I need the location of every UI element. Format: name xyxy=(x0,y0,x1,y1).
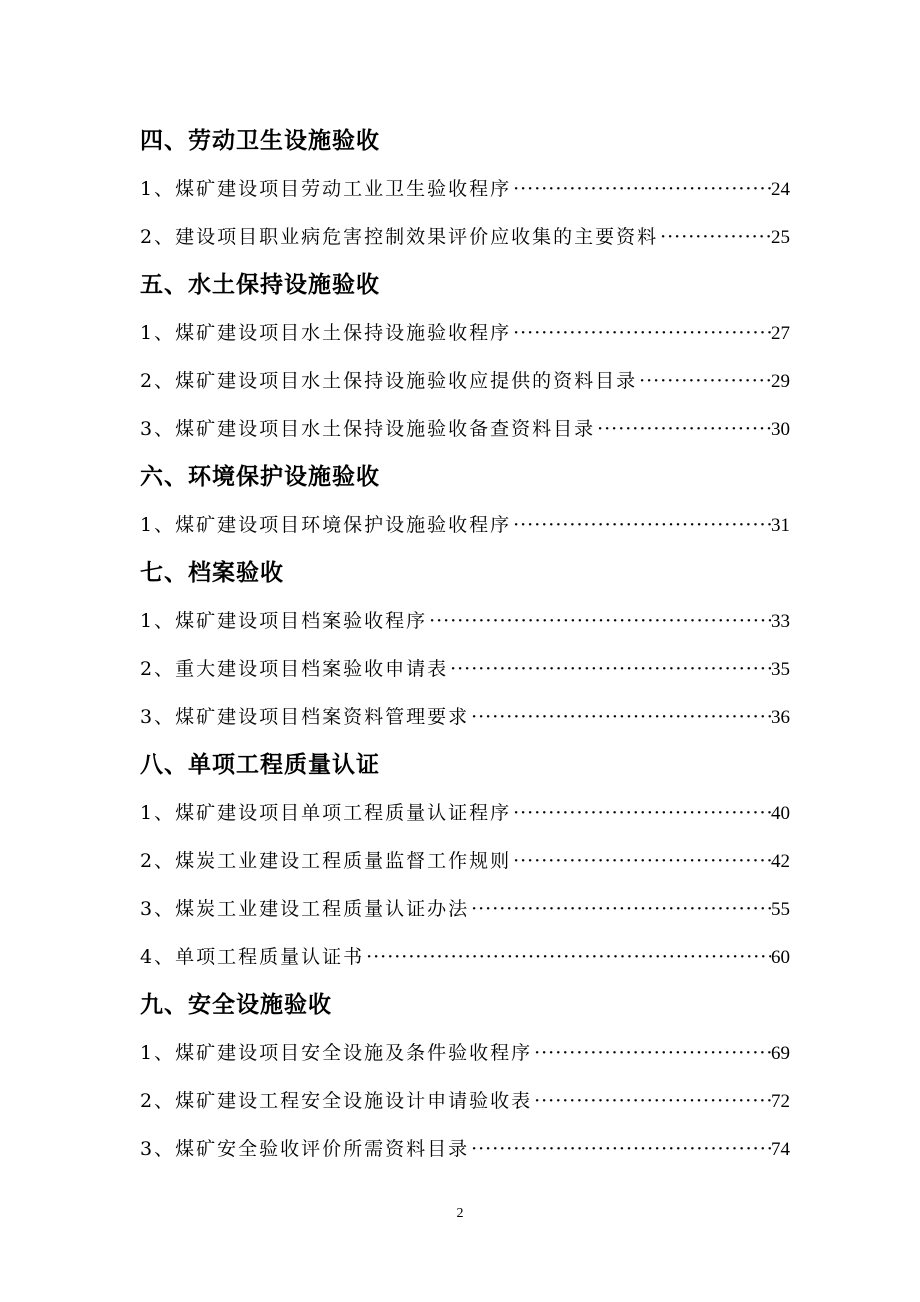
toc-entry[interactable] xyxy=(140,1077,790,1125)
section-heading: 七、档案验收 xyxy=(140,560,284,586)
toc-entry-page: 40 xyxy=(771,803,790,824)
toc-entry-title: 3、煤矿建设项目档案资料管理要求 xyxy=(140,706,470,728)
dot-leader xyxy=(595,405,771,453)
toc-entry-page: 72 xyxy=(771,1091,790,1112)
toc-entry-title: 1、煤矿建设项目档案验收程序 xyxy=(140,610,428,632)
toc-entry-title: 1、煤矿建设项目环境保护设施验收程序 xyxy=(140,514,512,536)
dot-leader xyxy=(427,597,771,645)
toc-entry-title: 2、煤矿建设工程安全设施设计申请验收表 xyxy=(140,1090,533,1112)
dot-leader xyxy=(511,837,771,885)
toc-entry[interactable] xyxy=(140,1029,790,1077)
toc-entry-page: 69 xyxy=(771,1043,790,1064)
dot-leader xyxy=(511,165,771,213)
toc-entry[interactable] xyxy=(140,501,790,549)
dot-leader xyxy=(511,309,771,357)
toc-entry-page: 24 xyxy=(771,179,790,200)
section-heading: 六、环境保护设施验收 xyxy=(140,464,380,490)
toc-entry[interactable] xyxy=(140,693,790,741)
toc-entry[interactable] xyxy=(140,405,790,453)
toc-entry-title: 4、单项工程质量认证书 xyxy=(140,946,365,968)
section-heading: 八、单项工程质量认证 xyxy=(140,752,380,778)
dot-leader xyxy=(364,933,771,981)
dot-leader xyxy=(658,213,771,261)
dot-leader xyxy=(448,645,771,693)
toc-entry-title: 3、煤矿安全验收评价所需资料目录 xyxy=(140,1138,470,1160)
toc-entry-page: 25 xyxy=(771,227,790,248)
page-number: 2 xyxy=(456,1206,464,1221)
toc-entry-title: 2、煤矿建设项目水土保持设施验收应提供的资料目录 xyxy=(140,370,638,392)
toc-entry-page: 35 xyxy=(771,659,790,680)
dot-leader xyxy=(532,1077,771,1125)
toc-entry-page: 42 xyxy=(771,851,790,872)
toc-entry-page: 29 xyxy=(771,371,790,392)
dot-leader xyxy=(511,501,771,549)
toc-entry[interactable] xyxy=(140,165,790,213)
dot-leader xyxy=(469,885,771,933)
toc-entry-page: 55 xyxy=(771,899,790,920)
table-of-contents xyxy=(140,117,790,1173)
toc-entry-page: 27 xyxy=(771,323,790,344)
toc-entry-title: 3、煤炭工业建设工程质量认证办法 xyxy=(140,898,470,920)
dot-leader xyxy=(637,357,771,405)
toc-entry-title: 2、建设项目职业病危害控制效果评价应收集的主要资料 xyxy=(140,226,659,248)
dot-leader xyxy=(469,1125,771,1173)
toc-entry[interactable] xyxy=(140,933,790,981)
toc-entry-page: 36 xyxy=(771,707,790,728)
toc-entry[interactable] xyxy=(140,213,790,261)
toc-entry-page: 60 xyxy=(771,947,790,968)
toc-entry-page: 30 xyxy=(771,419,790,440)
toc-entry-page: 33 xyxy=(771,611,790,632)
dot-leader xyxy=(511,789,771,837)
toc-entry-title: 1、煤矿建设项目水土保持设施验收程序 xyxy=(140,322,512,344)
dot-leader xyxy=(532,1029,771,1077)
toc-entry-title: 1、煤矿建设项目单项工程质量认证程序 xyxy=(140,802,512,824)
toc-entry[interactable] xyxy=(140,789,790,837)
toc-entry[interactable] xyxy=(140,837,790,885)
toc-entry-title: 3、煤矿建设项目水土保持设施验收备查资料目录 xyxy=(140,418,596,440)
toc-entry-title: 1、煤矿建设项目劳动工业卫生验收程序 xyxy=(140,178,512,200)
toc-entry[interactable] xyxy=(140,309,790,357)
toc-entry-page: 74 xyxy=(771,1139,790,1160)
section-heading: 四、劳动卫生设施验收 xyxy=(140,128,380,154)
toc-entry-title: 2、重大建设项目档案验收申请表 xyxy=(140,658,449,680)
toc-entry[interactable] xyxy=(140,357,790,405)
toc-entry-title: 2、煤炭工业建设工程质量监督工作规则 xyxy=(140,850,512,872)
section-heading: 九、安全设施验收 xyxy=(140,992,332,1018)
dot-leader xyxy=(469,693,771,741)
toc-entry-page: 31 xyxy=(771,515,790,536)
toc-entry-title: 1、煤矿建设项目安全设施及条件验收程序 xyxy=(140,1042,533,1064)
toc-entry[interactable] xyxy=(140,645,790,693)
section-heading: 五、水土保持设施验收 xyxy=(140,272,380,298)
toc-entry[interactable] xyxy=(140,885,790,933)
toc-entry[interactable] xyxy=(140,597,790,645)
toc-entry[interactable] xyxy=(140,1125,790,1173)
